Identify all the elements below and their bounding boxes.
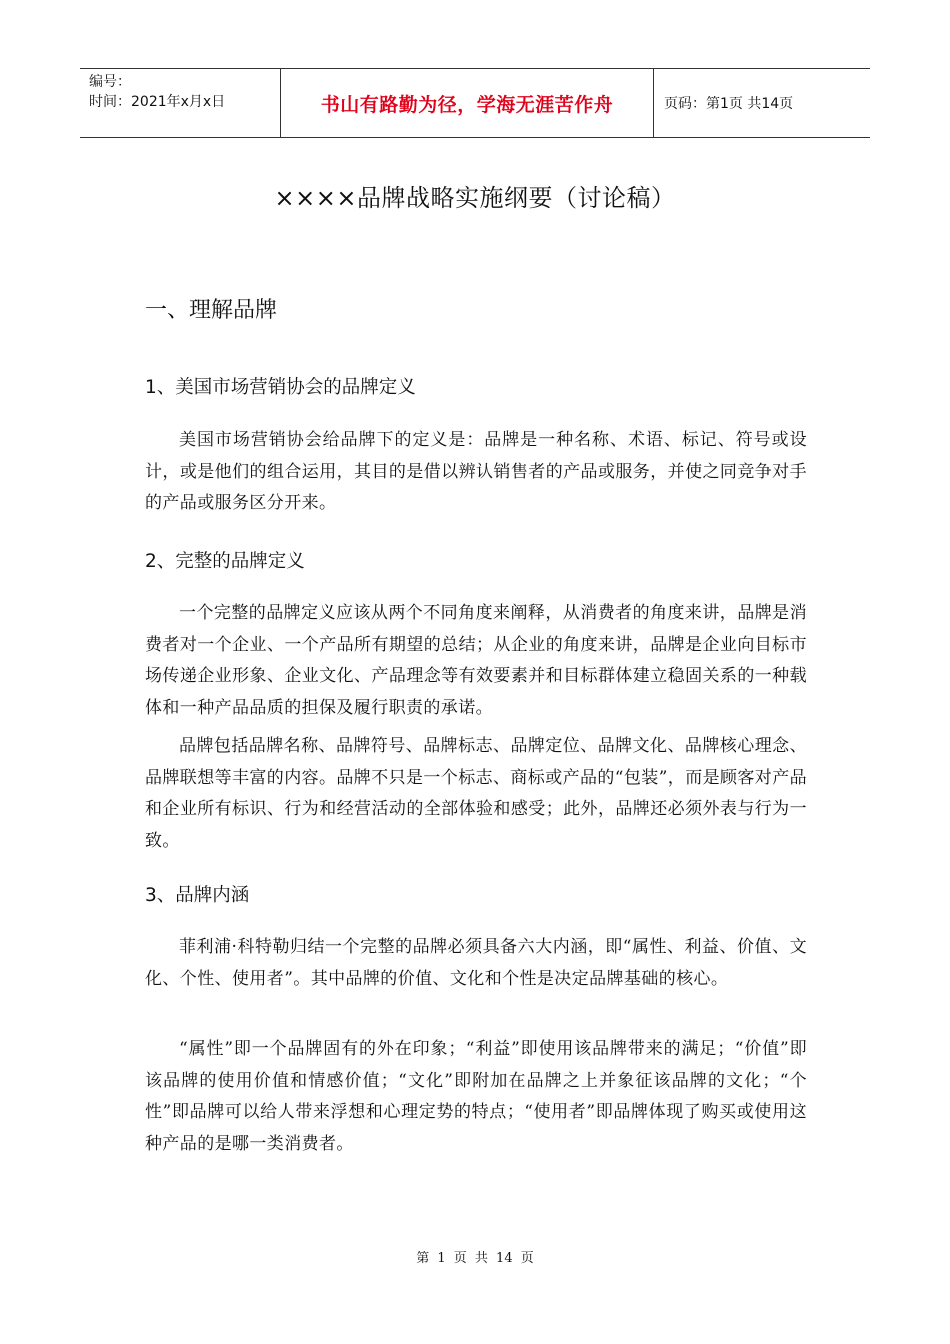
document-title: ××××品牌战略实施纲要（讨论稿） bbox=[274, 184, 676, 212]
paragraph: 美国市场营销协会给品牌下的定义是：品牌是一种名称、术语、标记、符号或设计，或是他们的组合运用，其目的是借以辨认销售者的产品或服务，并使之同竞争对手的产品或服务区分开来。 bbox=[145, 430, 807, 513]
document-number-label: 编号： bbox=[89, 74, 131, 90]
header-meta bbox=[80, 69, 281, 137]
paragraph: 菲利浦·科特勒归结一个完整的品牌必须具备六大内涵，即“属性、利益、价值、文化、个性、使用者”。其中品牌的价值、文化和个性是决定品牌基础的核心。 bbox=[145, 937, 807, 989]
header-page-info: 页码：第1页 共14页 bbox=[664, 96, 794, 112]
subsection-heading-2: 2、完整的品牌定义 bbox=[145, 551, 305, 572]
header-motto: 书山有路勤为径，学海无涯苦作舟 bbox=[320, 93, 614, 116]
paragraph: 一个完整的品牌定义应该从两个不同角度来阐释，从消费者的角度来讲，品牌是消费者对一个企业、一个产品所有期望的总结；从企业的角度来讲，品牌是企业向目标市场传递企业形象、企业文化、产品理念等有效要素并和目标群体建立稳固关系的一种载体和一种产品品质的担保及履行职责的承诺。 bbox=[145, 603, 807, 718]
subsection-heading-3: 3、品牌内涵 bbox=[145, 885, 250, 906]
page-footer: 第 1 页 共 14 页 bbox=[416, 1251, 534, 1266]
paragraph: “属性”即一个品牌固有的外在印象；“利益”即使用该品牌带来的满足；“价值”即该品牌的使用价值和情感价值；“文化”即附加在品牌之上并象征该品牌的文化；“个性”即品牌可以给人带来浮想和心理定势的特点；“使用者”即品牌体现了购买或使用这种产品的是哪一类消费者。 bbox=[145, 1039, 807, 1154]
subsection-heading-1: 1、美国市场营销协会的品牌定义 bbox=[145, 377, 416, 398]
paragraph: 品牌包括品牌名称、品牌符号、品牌标志、品牌定位、品牌文化、品牌核心理念、品牌联想等丰富的内容。品牌不只是一个标志、商标或产品的“包装”，而是顾客对产品和企业所有标识、行为和经营活动的全部体验和感受；此外，品牌还必须外表与行为一致。 bbox=[145, 736, 807, 851]
section-heading: 一、理解品牌 bbox=[145, 298, 278, 323]
header-motto-cell bbox=[281, 69, 654, 137]
document-date: 时间：2021年x月x日 bbox=[89, 94, 226, 110]
document-header bbox=[80, 68, 870, 138]
